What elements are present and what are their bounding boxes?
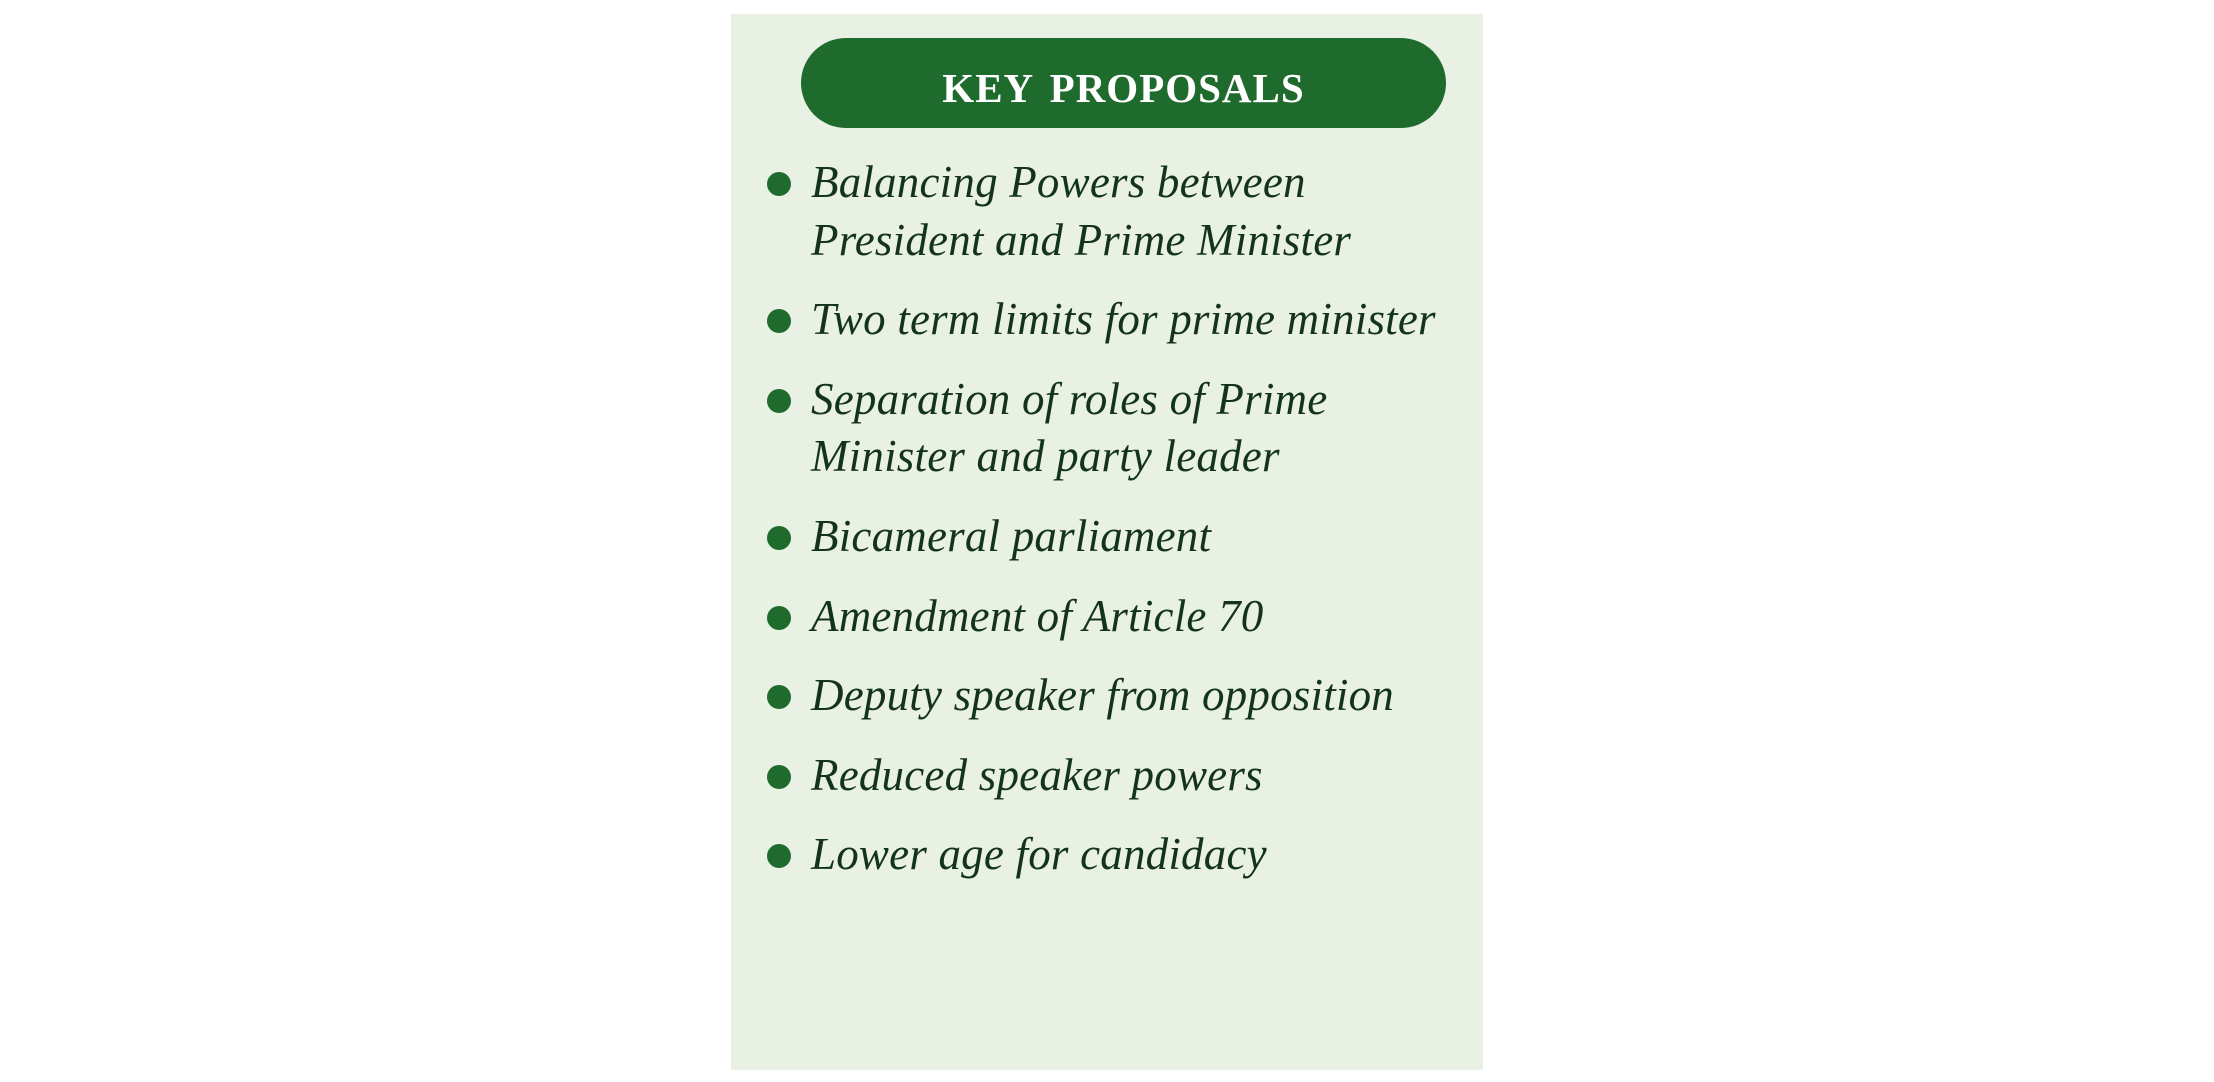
list-item bbox=[731, 508, 1483, 566]
bullet-icon bbox=[767, 389, 791, 413]
list-item-label: Lower age for candidacy bbox=[811, 829, 1267, 880]
panel-title: key proposals bbox=[942, 50, 1305, 115]
list-item-label: Deputy speaker from opposition bbox=[811, 670, 1395, 721]
key-proposals-panel bbox=[731, 14, 1483, 1070]
list-item-label: Separation of roles of Prime Minister and party leader bbox=[811, 373, 1328, 482]
bullet-icon bbox=[767, 606, 791, 630]
bullet-icon bbox=[767, 172, 791, 196]
bullet-icon bbox=[767, 844, 791, 868]
list-item bbox=[731, 826, 1483, 884]
list-item-label: Bicameral parliament bbox=[811, 510, 1212, 561]
proposals-list bbox=[731, 154, 1483, 884]
panel-title-banner bbox=[801, 38, 1446, 128]
list-item bbox=[731, 291, 1483, 349]
bullet-icon bbox=[767, 685, 791, 709]
bullet-icon bbox=[767, 765, 791, 789]
bullet-icon bbox=[767, 309, 791, 333]
bullet-icon bbox=[767, 526, 791, 550]
list-item bbox=[731, 154, 1483, 269]
list-item bbox=[731, 371, 1483, 486]
list-item bbox=[731, 747, 1483, 805]
list-item-label: Balancing Powers between President and Prime Minister bbox=[811, 157, 1352, 265]
list-item-label: Two term limits for prime minister bbox=[811, 294, 1436, 345]
list-item bbox=[731, 588, 1483, 646]
list-item-label: Reduced speaker powers bbox=[811, 749, 1263, 800]
list-item bbox=[731, 667, 1483, 725]
list-item-label: Amendment of Article 70 bbox=[811, 590, 1264, 641]
